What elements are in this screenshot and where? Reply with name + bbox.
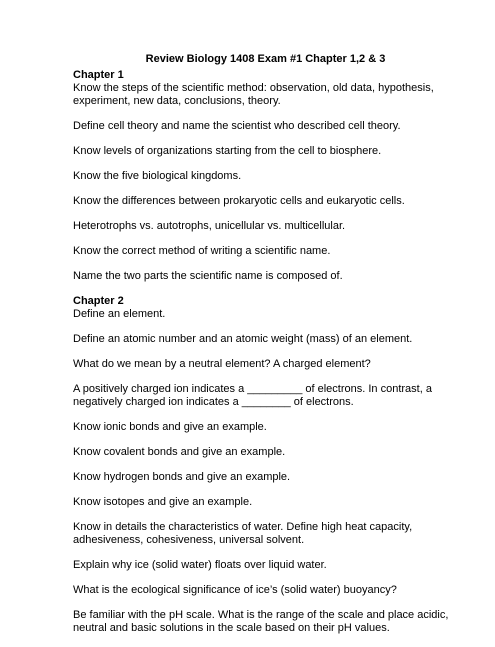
chapter-1-heading: Chapter 1 [73, 69, 124, 81]
chapter-2-item: Define an atomic number and an atomic weight (mass) of an element. [73, 333, 413, 345]
chapter-2-item: Know isotopes and give an example. [73, 496, 253, 508]
document-title: Review Biology 1408 Exam #1 Chapter 1,2 & 3 [145, 53, 386, 65]
chapter-1-item: Define cell theory and name the scientist who described cell theory. [73, 120, 401, 132]
chapter-2-item: Know covalent bonds and give an example. [73, 446, 286, 458]
document-body [73, 69, 453, 647]
chapter-1-item: Know the differences between prokaryotic cells and eukaryotic cells. [73, 195, 405, 207]
chapter-1-item: Know the correct method of writing a scientific name. [73, 245, 331, 257]
chapter-2-item: Be familiar with the pH scale. What is the range of the scale and place acidic, neutral and basic solutions in the scale based on their pH values. [73, 609, 449, 634]
chapter-2-item: Know ionic bonds and give an example. [73, 421, 267, 433]
chapter-2-item: Know in details the characteristics of water. Define high heat capacity, adhesiveness, cohesiveness, universal solvent. [73, 521, 413, 546]
chapter-2-heading: Chapter 2 [73, 295, 124, 307]
chapter-1-item: Name the two parts the scientific name is composed of. [73, 270, 343, 282]
chapter-1-item: Know levels of organizations starting from the cell to biosphere. [73, 145, 382, 157]
chapter-1-item: Know the five biological kingdoms. [73, 170, 242, 182]
chapter-2-item: Know hydrogen bonds and give an example. [73, 471, 291, 483]
chapter-1-item: Know the steps of the scientific method: observation, old data, hypothesis, experiment, new data, conclusions, theory. [73, 82, 434, 107]
chapter-2-item: What do we mean by a neutral element? A charged element? [73, 358, 371, 370]
chapter-2-item: A positively charged ion indicates a _________ of electrons. In contrast, a negatively charged ion indicates a ________ of electrons. [73, 383, 432, 408]
chapter-2-item: What is the ecological significance of ice’s (solid water) buoyancy? [73, 584, 397, 596]
chapter-2-item: Define an element. [73, 308, 166, 320]
chapter-2-item: Explain why ice (solid water) floats over liquid water. [73, 559, 327, 571]
chapter-1-item: Heterotrophs vs. autotrophs, unicellular vs. multicellular. [73, 220, 346, 232]
